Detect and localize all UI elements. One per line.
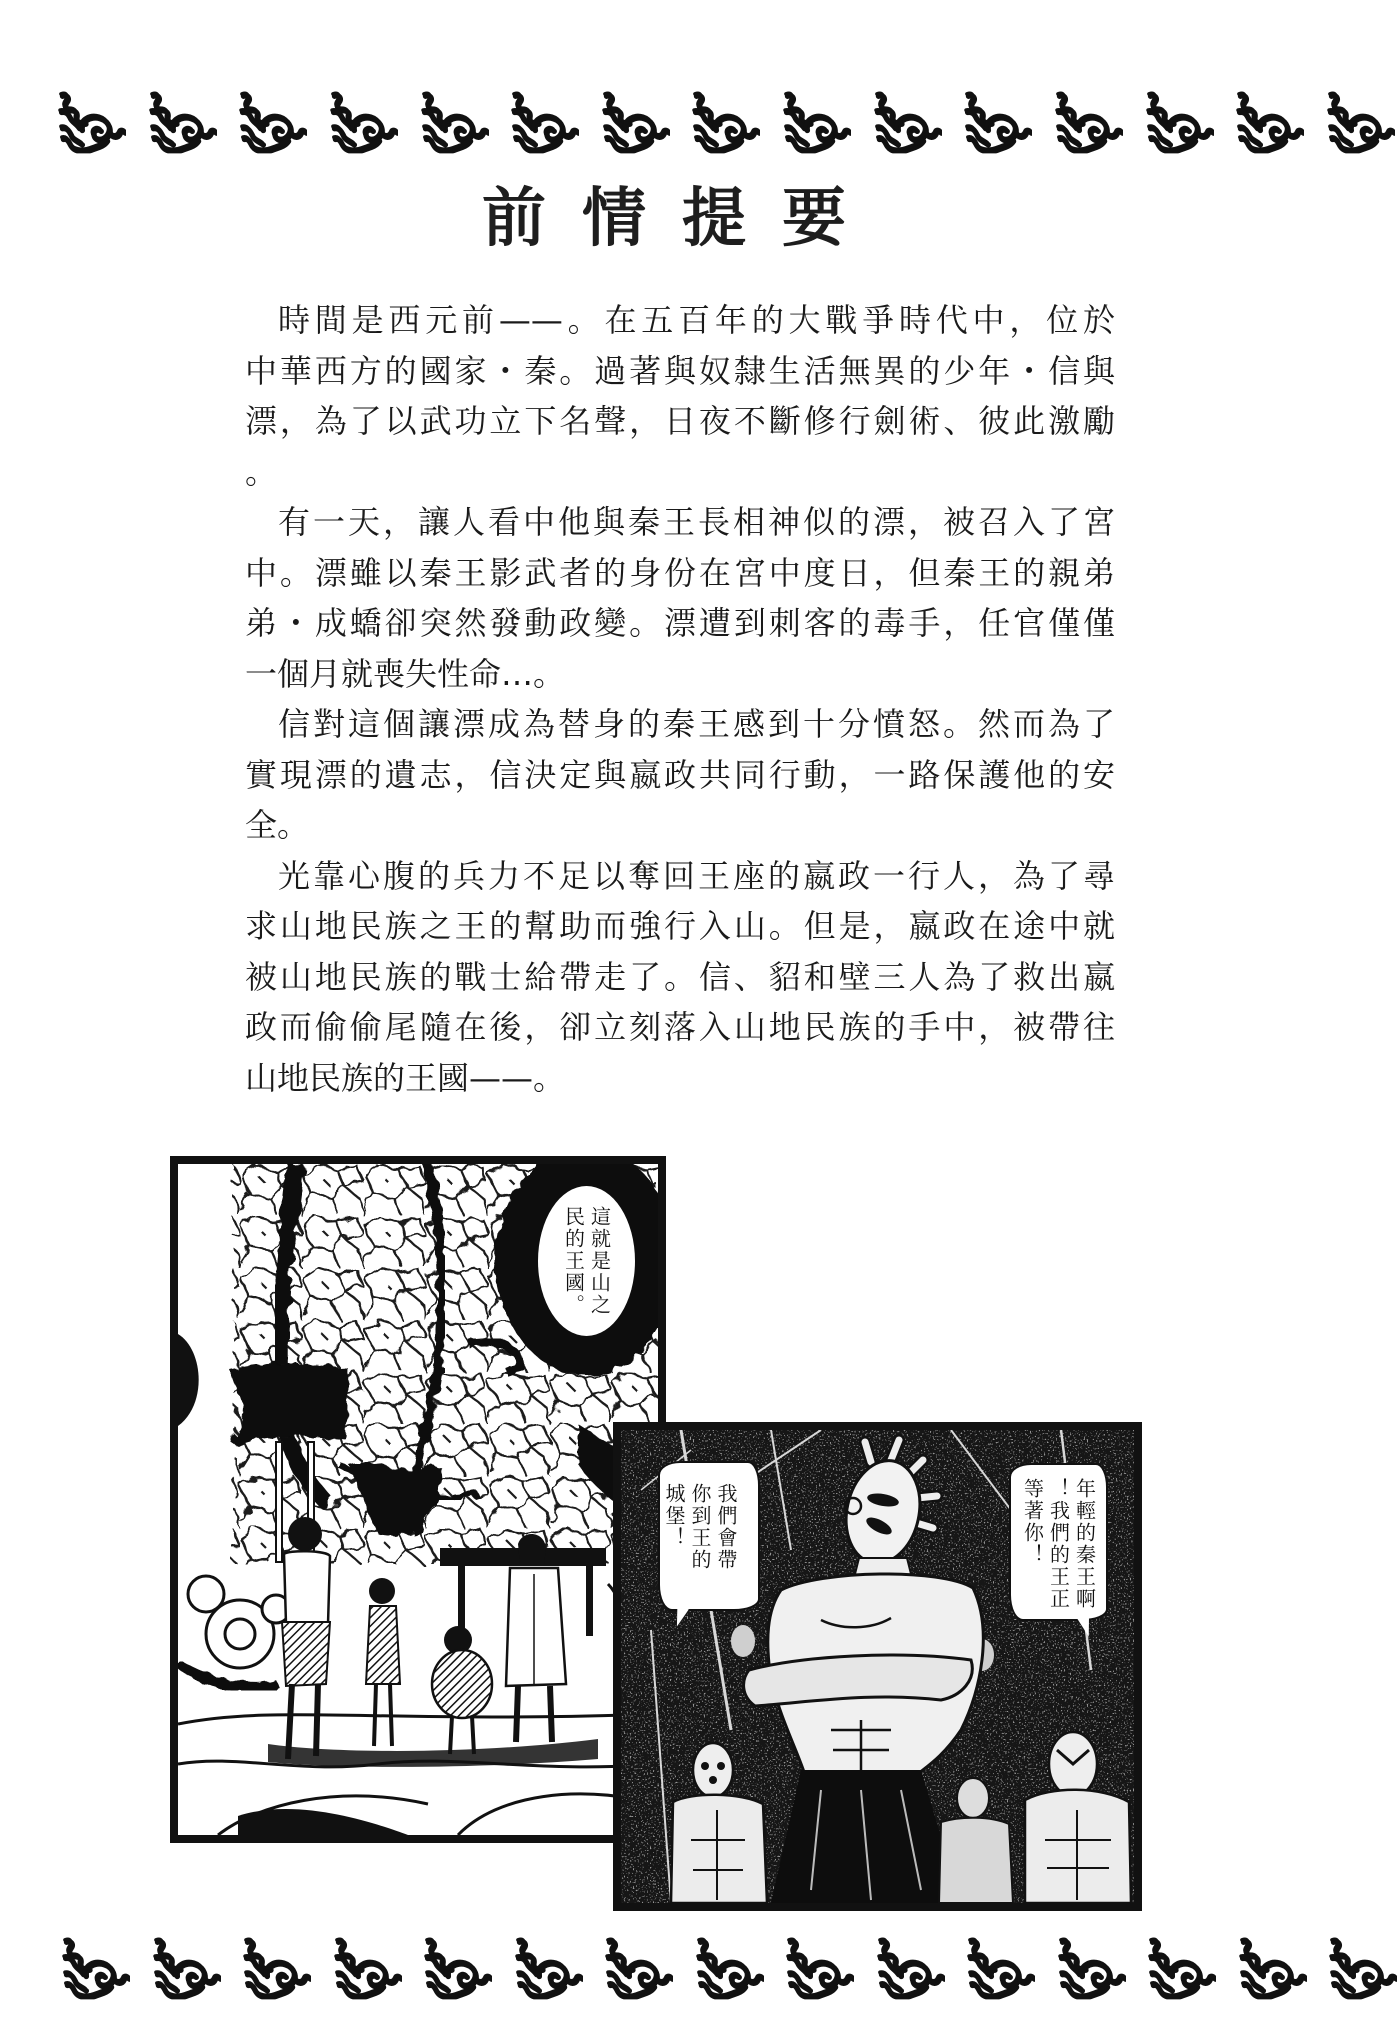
cloud-swirl-icon: [1142, 87, 1214, 155]
cloud-swirl-icon: [779, 87, 851, 155]
cloud-swirl-icon: [417, 87, 489, 155]
top-cloud-border: [54, 87, 1395, 155]
cloud-swirl-icon: [963, 1933, 1035, 2001]
text-line: 被山地民族的戰士給帶走了。信、貂和壁三人為了救出嬴: [245, 957, 1115, 996]
cloud-swirl-icon: [692, 1933, 764, 2001]
cloud-swirl-icon: [873, 1933, 945, 2001]
cloud-swirl-icon: [507, 87, 579, 155]
speech-column: 這就是山之: [587, 1206, 612, 1316]
cloud-swirl-icon: [330, 1933, 402, 2001]
cloud-swirl-icon: [420, 1933, 492, 2001]
synopsis-paragraph: [245, 497, 1115, 699]
cloud-swirl-icon: [511, 1933, 583, 2001]
manga-panel-masked-warriors: [613, 1422, 1142, 1911]
speech-column: 我們會帶: [714, 1483, 738, 1571]
text-line: 弟・成蟜卻突然發動政變。漂遭到刺客的毒手，任官僅僅: [245, 604, 1115, 642]
text-line: 一個月就喪失性命…。: [245, 654, 566, 693]
cloud-swirl-icon: [145, 87, 217, 155]
speech-bubble: [1009, 1463, 1108, 1621]
cloud-swirl-icon: [1325, 1933, 1397, 2001]
cloud-swirl-icon: [54, 87, 126, 155]
text-line: 有一天，讓人看中他與秦王長相神似的漂，被召入了宮: [278, 503, 1115, 541]
text-line: 光靠心腹的兵力不足以奪回王座的嬴政一行人，為了尋: [278, 856, 1115, 895]
cloud-swirl-icon: [58, 1933, 130, 2001]
cloud-swirl-icon: [1054, 1933, 1126, 2001]
cloud-swirl-icon: [149, 1933, 221, 2001]
text-line: 全。: [245, 806, 310, 844]
speech-column: 民的王國。: [561, 1206, 586, 1316]
cloud-swirl-icon: [870, 87, 942, 155]
text-line: 時間是西元前——。在五百年的大戰爭時代中，位於: [278, 301, 1115, 339]
cloud-swirl-icon: [782, 1933, 854, 2001]
speech-bubble: [538, 1186, 635, 1336]
manga-panel-mountain-kingdom: [170, 1156, 666, 1843]
cloud-swirl-icon: [1235, 1933, 1307, 2001]
text-line: 信對這個讓漂成為替身的秦王感到十分憤怒。然而為了: [278, 705, 1115, 743]
speech-column: 等著你！: [1020, 1478, 1045, 1566]
speech-column: 年輕的秦王啊: [1072, 1478, 1097, 1610]
bottom-cloud-border: [58, 1933, 1397, 2001]
cloud-swirl-icon: [235, 87, 307, 155]
cloud-swirl-icon: [1144, 1933, 1216, 2001]
cloud-swirl-icon: [239, 1933, 311, 2001]
speech-bubble-text: [561, 1206, 613, 1316]
cloud-swirl-icon: [1051, 87, 1123, 155]
speech-column: ！我們的王正: [1046, 1478, 1071, 1610]
text-line: 。: [245, 452, 278, 491]
text-line: 求山地民族之王的幫助而強行入山。但是，嬴政在途中就: [245, 907, 1115, 945]
speech-column: 你到王的: [688, 1483, 712, 1571]
synopsis: [245, 295, 1115, 1103]
text-line: 中華西方的國家・秦。過著與奴隸生活無異的少年・信與: [245, 351, 1115, 390]
text-line: 政而偷偷尾隨在後，卻立刻落入山地民族的手中，被帶往: [245, 1008, 1115, 1046]
speech-bubble: [658, 1461, 760, 1611]
cloud-swirl-icon: [960, 87, 1032, 155]
text-line: 漂，為了以武功立下名聲，日夜不斷修行劍術、彼此激勵: [245, 402, 1115, 440]
cloud-swirl-icon: [601, 1933, 673, 2001]
cloud-swirl-icon: [598, 87, 670, 155]
speech-bubble-text: [1020, 1478, 1098, 1610]
cloud-swirl-icon: [1232, 87, 1304, 155]
cloud-swirl-icon: [688, 87, 760, 155]
text-line: 山地民族的王國——。: [245, 1058, 566, 1097]
speech-bubble-text: [661, 1483, 739, 1571]
page-title: 前情提要: [482, 182, 882, 256]
synopsis-paragraph: [245, 295, 1115, 497]
speech-column: 城堡！: [662, 1483, 686, 1549]
text-line: 中。漂雖以秦王影武者的身份在宮中度日，但秦王的親弟: [245, 553, 1115, 592]
synopsis-paragraph: [245, 851, 1115, 1104]
cloud-swirl-icon: [1323, 87, 1395, 155]
synopsis-paragraph: [245, 699, 1115, 851]
cloud-swirl-icon: [326, 87, 398, 155]
text-line: 實現漂的遺志，信決定與嬴政共同行動，一路保護他的安: [245, 755, 1115, 794]
